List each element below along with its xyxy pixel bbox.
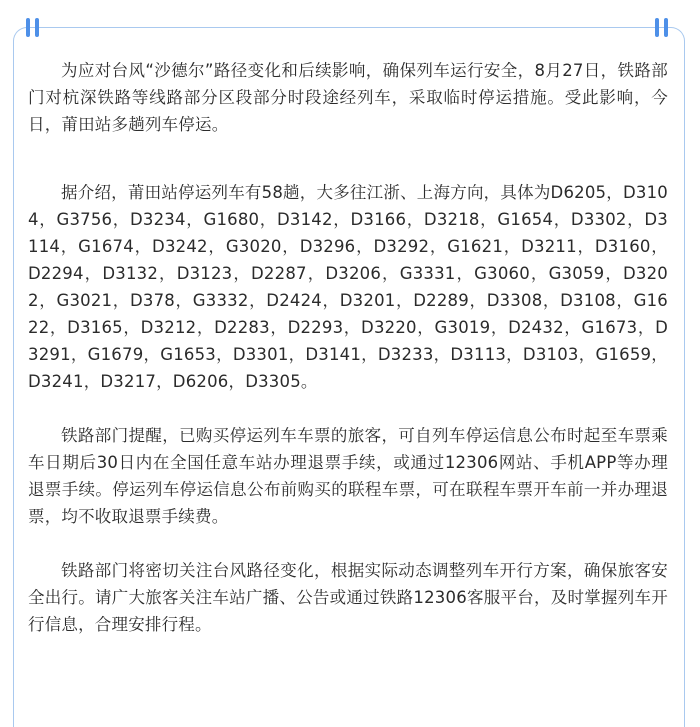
decorative-bars-left-icon: [26, 18, 46, 38]
accent-bar: [664, 18, 668, 37]
paragraph-travel-advice: 铁路部门将密切关注台风路径变化，根据实际动态调整列车开行方案，确保旅客安全出行。请广大旅客关注车站广播、公告或通过铁路12306客服平台，及时掌握列车开行信息，合理安排行程。: [28, 561, 668, 634]
accent-bar: [35, 18, 39, 37]
decorative-bars-right-icon: [655, 18, 675, 38]
paragraph-intro: 为应对台风“沙德尔”路径变化和后续影响，确保列车运行安全，8月27日，铁路部门对杭深铁路等线路部分区段部分时段途经列车，采取临时停运措施。受此影响，今日，莆田站多趟列车停运。: [28, 61, 668, 134]
paragraph-refund-notice: 铁路部门提醒，已购买停运列车车票的旅客，可自列车停运信息公布时起至车票乘车日期后30日内在全国任意车站办理退票手续，或通过12306网站、手机APP等办理退票手续。停运列车停运信息公布前购买的联程车票，可在联程车票开车前一并办理退票，均不收取退票手续费。: [28, 426, 668, 526]
article-body: [28, 57, 668, 638]
accent-bar: [655, 18, 659, 37]
accent-bar: [26, 18, 30, 37]
paragraph-train-list: 据介绍，莆田站停运列车有58趟，大多往江浙、上海方向，具体为D6205，D3104，G3756，D3234，G1680，D3142，D3166，D3218，G1654，D3302，D3114，G1674，D3242，G3020，D3296，D3292，G1621，D3211，D3160，D2294，D3132，D3123，D2287，D3206，G3331，G3060，G3059，D3202，G3021，D378，G3332，D2424，D3201，D2289，D3308，D3108，G1622，D3165，D3212，D2283，D2293，D3220，G3019，D2432，G1673，D3291，G1679，G1653，D3301，D3141，D3233，D3113，D3103，G1659，D3241，D3217，D6206，D3305。: [28, 183, 668, 391]
